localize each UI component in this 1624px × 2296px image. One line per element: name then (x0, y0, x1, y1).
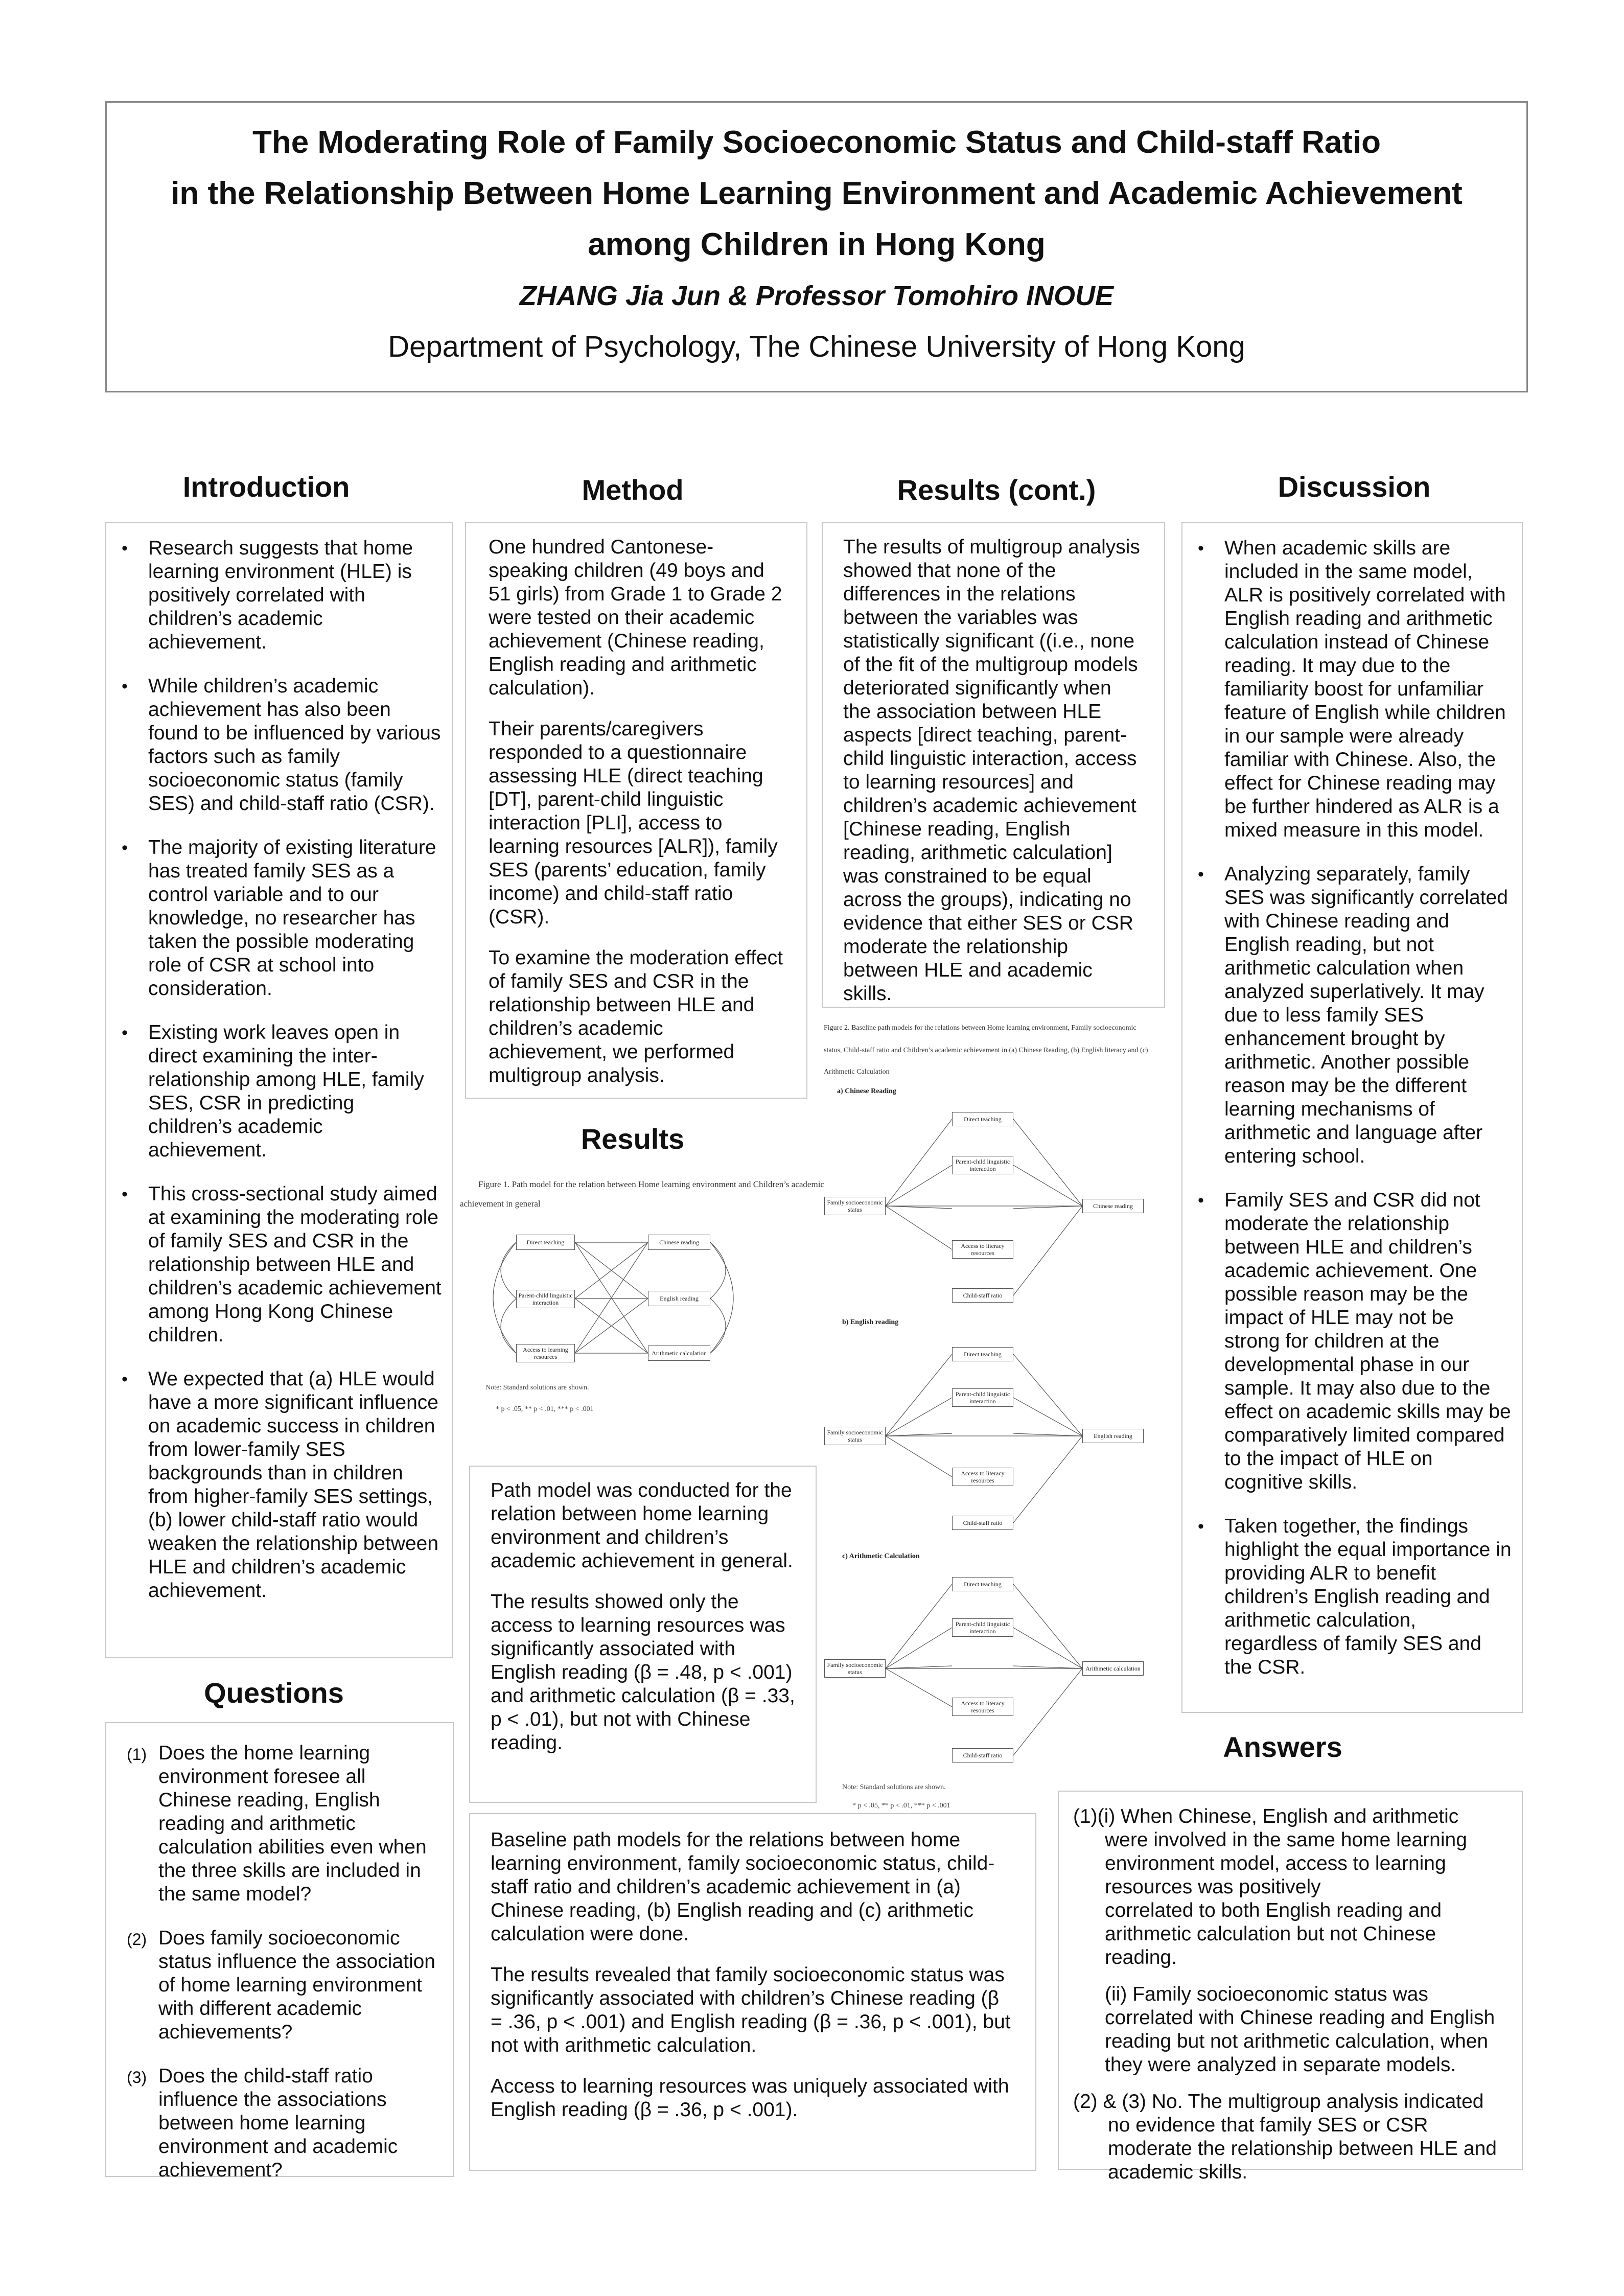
results-path-paragraph: Path model was conducted for the relation between home learning environment and children’s academic achievement in general. (491, 1479, 793, 1572)
figure-2-paths (822, 1017, 1179, 1814)
introduction-heading: Introduction (182, 471, 350, 503)
question-item (106, 2065, 443, 2182)
answers-heading: Answers (1223, 1731, 1342, 1763)
poster-title-line-1: The Moderating Role of Family Socioeconomic Status and Child-staff Ratio (252, 125, 1381, 160)
fig2c-node-access-literacy-resources: Access to literacy resources (952, 1698, 1013, 1716)
discussion-panel (1181, 522, 1523, 1713)
fig2a-node-access-literacy-resources: Access to literacy resources (952, 1240, 1013, 1259)
answers-panel (1058, 1791, 1523, 2183)
title-box (105, 101, 1528, 392)
introduction-list (106, 537, 442, 1603)
fig2b-node-english-reading: English reading (1082, 1429, 1144, 1443)
figure-1-note: Note: Standard solutions are shown. (485, 1384, 589, 1391)
answer-2-and-3: (2) & (3) No. The multigroup analysis indicated no evidence that family SES or CSR moderate the relationship between HLE and academic skills. (1073, 2091, 1497, 2183)
intro-bullet: • We expected that (a) HLE would have a more significant influence on academic success in children from lower-family SES backgrounds than in children from higher-family SES settings, (b) lower child-staff ratio would weaken the relationship between HLE and children’s academic achievement. (106, 1367, 442, 1603)
answer-1-continued: correlated to both English reading and arithmetic calculation but not Chinese reading. (1105, 1899, 1442, 1968)
figure-2-significance: * p < .05, ** p < .01, *** p < .001 (852, 1802, 950, 1810)
fig1-node-direct-teaching: Direct teaching (516, 1235, 575, 1250)
fig1-node-access-learning-resources: Access to learning resources (516, 1344, 575, 1362)
method-paragraph: One hundred Cantonese-speaking children (49 boys and 51 girls) from Grade 1 to Grade 2 were tested on their academic achievement (Chinese reading, English reading and arithmetic calculation). (489, 536, 782, 699)
questions-list (106, 1742, 443, 2182)
figure-1-caption-line-1: Figure 1. Path model for the relation between Home learning environment and Children’s academic (478, 1179, 824, 1189)
fig1-node-chinese-reading: Chinese reading (648, 1235, 710, 1250)
poster-title-line-2: in the Relationship Between Home Learning Environment and Academic Achievement (171, 176, 1463, 211)
fig1-node-arithmetic-calculation: Arithmetic calculation (648, 1346, 710, 1361)
fig2b-node-family-ses: Family socioeconomic status (824, 1427, 886, 1445)
method-heading: Method (582, 474, 684, 506)
results-baseline-paragraph: Access to learning resources was uniquely associated with English reading (β = .36, p < .001). (491, 2075, 1009, 2121)
questions-panel (105, 1722, 454, 2181)
figure-2-caption-line-3: Arithmetic Calculation (824, 1068, 890, 1076)
fig2c-node-family-ses: Family socioeconomic status (824, 1659, 886, 1678)
fig2a-node-chinese-reading: Chinese reading (1082, 1199, 1144, 1213)
figure-2-panel-c-label: c) Arithmetic Calculation (842, 1552, 920, 1560)
fig2c-node-direct-teaching: Direct teaching (952, 1577, 1013, 1591)
results-baseline-paragraph: The results revealed that family socioeconomic status was significantly associated with children’s Chinese reading (β = .36, p < .001) and English reading (β = .36, p < .001), but not with arithmetic calculation. (491, 1964, 1011, 2056)
intro-bullet: • Research suggests that home learning environment (HLE) is positively correlated with children’s academic achievement. (106, 537, 442, 654)
method-panel (465, 522, 807, 1099)
results-heading: Results (581, 1123, 685, 1155)
figure-1-significance: * p < .05, ** p < .01, *** p < .001 (496, 1405, 594, 1413)
results-cont-heading: Results (cont.) (897, 474, 1096, 506)
results-cont-paragraph: The results of multigroup analysis showed that none of the differences in the relations between the variables was statistically significant ((i.e., none of the fit of the multigroup models deteriorated significantly when the association between HLE aspects [direct teaching, parent-child linguistic interaction, access to learning resources] and children’s academic achievement [Chinese reading, English reading, arithmetic calculation] was constrained to be equal across the groups), indicating no evidence that either SES or CSR moderate the relationship between HLE and academic skills. (843, 536, 1140, 1005)
discussion-bullet: • Family SES and CSR did not moderate the relationship between HLE and children’s academic achievement. One possible reason may be the impact of HLE may not be strong for children at the developmental phase in our sample. It may also due to the effect on academic skills may be comparatively limited compared to the impact of HLE on cognitive skills. (1182, 1189, 1513, 1494)
discussion-bullet: • Analyzing separately, family SES was significantly correlated with Chinese reading and English reading, but not arithmetic calculation when analyzed superlatively. It may due to less family SES enhancement brought by arithmetic. Another possible reason may be the different learning mechanisms of arithmetic and language after entering school. (1182, 863, 1513, 1168)
fig2c-node-arithmetic-calculation: Arithmetic calculation (1082, 1661, 1144, 1676)
answer-1-lead: (1)(i) When Chinese, English and arithmetic were involved in the same home learning environment model, access to learning resources was positively (1073, 1805, 1467, 1898)
poster-title-line-3: among Children in Hong Kong (588, 227, 1046, 262)
intro-bullet: • The majority of existing literature has treated family SES as a control variable and to our knowledge, no researcher has taken the possible moderating role of CSR at school into consideration. (106, 836, 442, 1001)
question-text: Does the child-staff ratio influence the associations between home learning environment and academic achievement? (158, 2065, 398, 2181)
intro-bullet: • This cross-sectional study aimed at examining the moderating role of family SES and CSR in the relationship between HLE and children’s academic achievement among Hong Kong Chinese children. (106, 1182, 442, 1347)
introduction-panel (105, 522, 453, 1658)
fig2b-node-access-literacy-resources: Access to literacy resources (952, 1468, 1013, 1486)
results-cont-panel (822, 522, 1165, 1008)
fig2a-node-child-staff-ratio: Child-staff ratio (952, 1288, 1013, 1303)
question-text: Does family socioeconomic status influence the association of home learning environment with different academic achievements? (158, 1927, 436, 2043)
figure-2-panel-a-label: a) Chinese Reading (837, 1087, 896, 1095)
fig2a-node-parent-child-interaction: Parent-child linguistic interaction (952, 1156, 1013, 1174)
question-item (106, 1927, 443, 2044)
results-path-panel (469, 1466, 817, 1803)
question-item (106, 1742, 443, 1906)
figure-2-caption-line-2: status, Child-staff ratio and Children’s academic achievement in (a) Chinese Reading, (b) English literacy and (c) (824, 1047, 1148, 1054)
fig2c-node-parent-child-interaction: Parent-child linguistic interaction (952, 1618, 1013, 1637)
figure-2-caption-line-1: Figure 2. Baseline path models for the relations between Home learning environment, Family socioeconomic (824, 1024, 1136, 1032)
figure-1-caption-line-2: achievement in general (460, 1199, 541, 1209)
figure-2-note: Note: Standard solutions are shown. (842, 1783, 946, 1791)
discussion-heading: Discussion (1278, 471, 1431, 503)
method-paragraph: Their parents/caregivers responded to a questionnaire assessing HLE (direct teaching [DT], parent-child linguistic interaction [PLI], access to learning resources [ALR]), family SES (parents’ education, family income) and child-staff ratio (CSR). (489, 718, 778, 928)
poster-authors: ZHANG Jia Jun & Professor Tomohiro INOUE (519, 281, 1114, 311)
intro-bullet: • While children’s academic achievement has also been found to be influenced by various factors such as family socioeconomic status (family SES) and child-staff ratio (CSR). (106, 675, 442, 816)
fig1-node-english-reading: English reading (648, 1291, 710, 1306)
figure-1 (460, 1173, 833, 1449)
intro-bullet: • Existing work leaves open in direct examining the inter-relationship among HLE, family SES, CSR in predicting children’s academic achievement. (106, 1021, 442, 1162)
fig2b-node-direct-teaching: Direct teaching (952, 1347, 1013, 1361)
answer-1-part-ii: (ii) Family socioeconomic status was correlated with Chinese reading and English reading but not arithmetic calculation, when they were analyzed in separate models. (1105, 1983, 1495, 2076)
fig2a-node-family-ses: Family socioeconomic status (824, 1197, 886, 1215)
results-baseline-paragraph: Baseline path models for the relations between home learning environment, family socioeconomic status, child-staff ratio and children’s academic achievement in (a) Chinese reading, (b) English reading and (c) arithmetic calculation were done. (491, 1829, 995, 1945)
question-number: (1) (127, 1745, 147, 1764)
discussion-bullet: • When academic skills are included in the same model, ALR is positively correlated with English reading and arithmetic calculation instead of Chinese reading. It may due to the familiarity boost for unfamiliar feature of English while children in our sample were already familiar with Chinese. Also, the effect for Chinese reading may be further hindered as ALR is a mixed measure in this model. (1182, 537, 1513, 842)
fig2b-node-child-staff-ratio: Child-staff ratio (952, 1516, 1013, 1530)
method-paragraph: To examine the moderation effect of family SES and CSR in the relationship between HLE and children’s academic achievement, we performed multigroup analysis. (489, 947, 783, 1086)
fig1-node-parent-child-interaction: Parent-child linguistic interaction (516, 1290, 575, 1308)
results-path-paragraph: The results showed only the access to learning resources was significantly associated with English reading (β = .48, p < .001) and arithmetic calculation (β = .33, p < .01), but not with Chinese reading. (491, 1591, 795, 1754)
question-number: (2) (127, 1930, 147, 1949)
fig2c-node-child-staff-ratio: Child-staff ratio (952, 1748, 1013, 1762)
fig2a-node-direct-teaching: Direct teaching (952, 1112, 1013, 1126)
question-number: (3) (127, 2068, 147, 2086)
questions-heading: Questions (204, 1677, 344, 1709)
discussion-list (1182, 537, 1513, 1679)
results-baseline-panel (469, 1813, 1036, 2171)
question-text: Does the home learning environment foresee all Chinese reading, English reading and arithmetic calculation abilities even when the three skills are included in the same model? (158, 1742, 427, 1905)
fig2b-node-parent-child-interaction: Parent-child linguistic interaction (952, 1388, 1013, 1407)
figure-2 (822, 1017, 1179, 1814)
figure-2-panel-b-label: b) English reading (842, 1318, 899, 1326)
discussion-bullet: • Taken together, the findings highlight the equal importance in providing ALR to benefit children’s English reading and arithmetic calculation, regardless of family SES and the CSR. (1182, 1515, 1513, 1679)
poster-department: Department of Psychology, The Chinese University of Hong Kong (388, 330, 1245, 363)
